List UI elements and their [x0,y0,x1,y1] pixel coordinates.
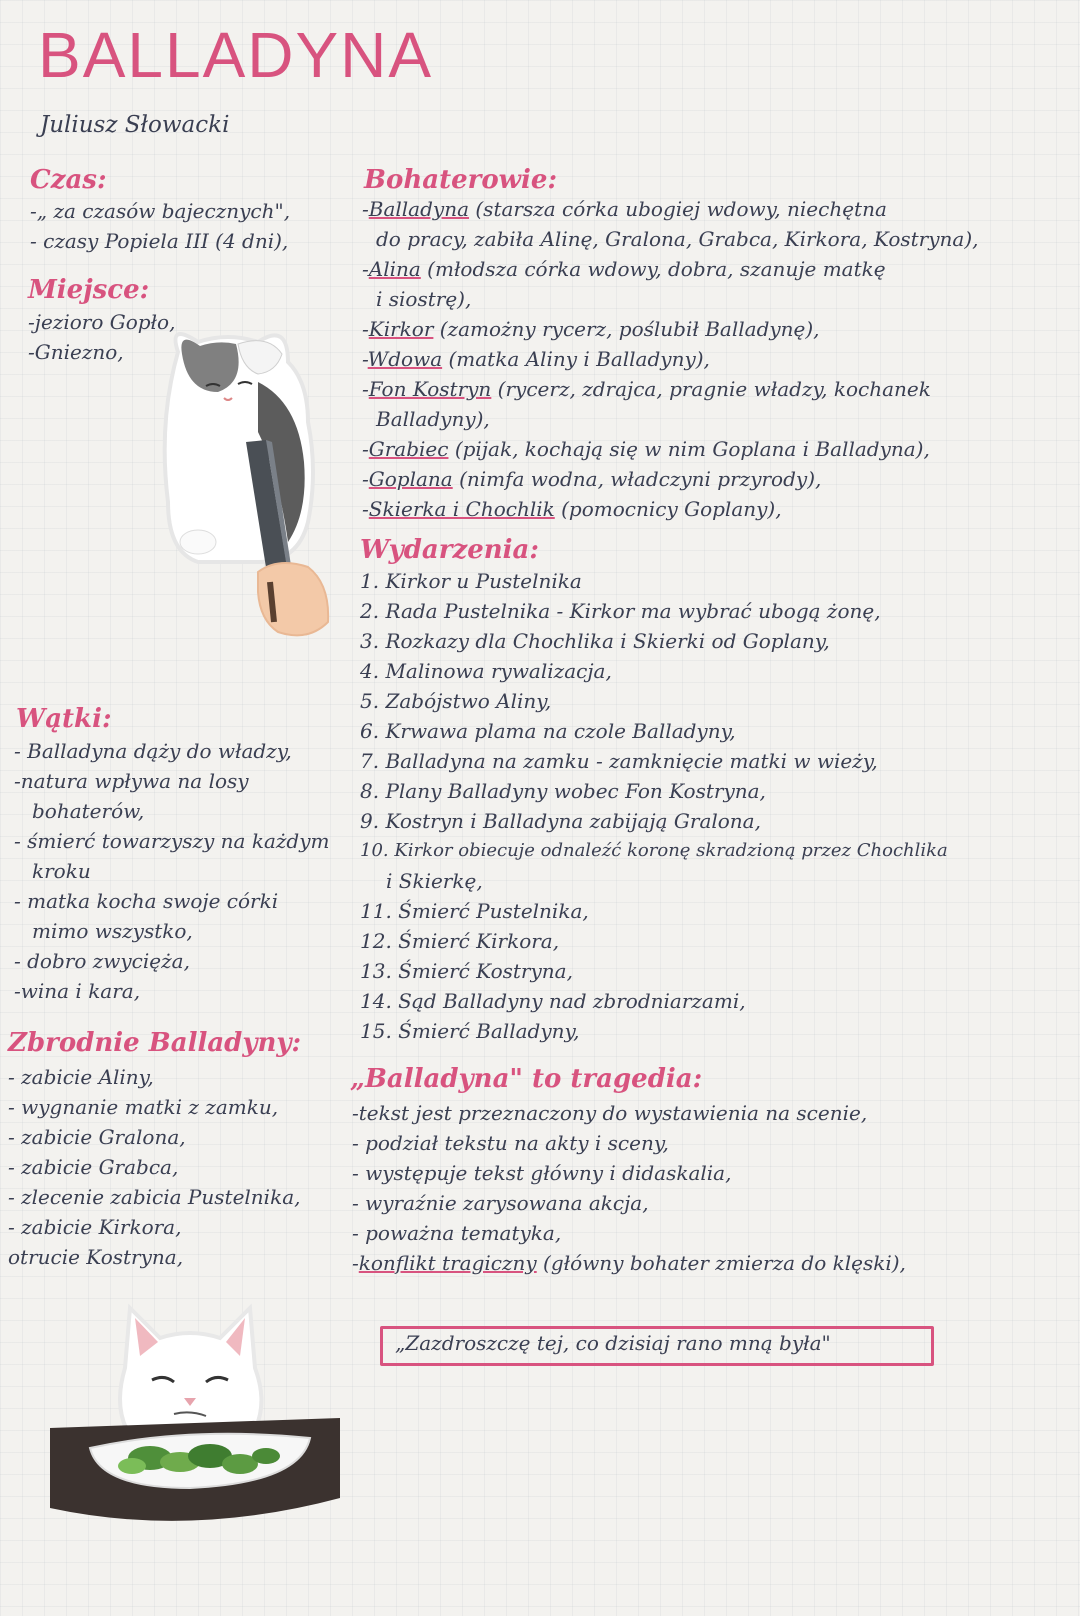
list-item: otrucie Kostryna, [8,1245,184,1269]
list-item: -Balladyna (starsza córka ubogiej wdowy, niechętna [362,197,887,221]
list-item: do pracy, zabiła Alinę, Gralona, Grabca, Kirkora, Kostryna), [376,227,979,251]
czas-heading: Czas: [30,165,107,195]
list-item: 15. Śmierć Balladyny, [360,1019,580,1043]
list-item: 8. Plany Balladyny wobec Fon Kostryna, [360,779,766,803]
quote-box [380,1326,934,1366]
list-item: -jezioro Gopło, [28,310,176,334]
list-item: 12. Śmierć Kirkora, [360,929,560,953]
list-item: 14. Sąd Balladyny nad zbrodniarzami, [360,989,746,1013]
list-item: i siostrę), [376,287,472,311]
list-item: - podział tekstu na akty i sceny, [352,1131,669,1155]
character-name: Goplana [368,467,453,491]
list-item: -Wdowa (matka Aliny i Balladyny), [362,347,710,371]
list-item: kroku [32,859,91,883]
list-item: bohaterów, [32,799,145,823]
tragedia-heading: „Balladyna" to tragedia: [350,1064,703,1094]
list-item: 2. Rada Pustelnika - Kirkor ma wybrać ubogą żonę, [360,599,881,623]
list-item: 1. Kirkor u Pustelnika [360,569,582,593]
list-item: 6. Krwawa plama na czole Balladyny, [360,719,736,743]
list-item: - poważna tematyka, [352,1221,562,1245]
character-name: Fon Kostryn [368,377,492,401]
author: Juliusz Słowacki [40,112,230,138]
page-title: BALLADYNA [38,19,434,91]
character-name: Balladyna [368,197,470,221]
list-item: 11. Śmierć Pustelnika, [360,899,589,923]
list-item: mimo wszystko, [32,919,193,943]
list-item: 13. Śmierć Kostryna, [360,959,573,983]
term-highlight: konflikt tragiczny [358,1251,537,1275]
miejsce-list [28,307,175,367]
list-item: i Skierkę, [386,869,483,893]
list-item: - zabicie Aliny, [8,1065,154,1089]
list-item: - czasy Popiela III (4 dni), [30,229,289,253]
cat-with-knife-sticker [158,322,338,662]
watki-list [14,736,329,1006]
list-item: -tekst jest przeznaczony do wystawienia na scenie, [352,1101,868,1125]
list-item: 10. Kirkor obiecuje odnaleźć koronę skradzioną przez Chochlika [360,840,948,861]
wydarzenia-list [360,566,948,1046]
wydarzenia-heading: Wydarzenia: [360,535,539,565]
character-name: Grabiec [368,437,449,461]
list-item: -natura wpływa na losy [14,769,249,793]
list-item: -Skierka i Chochlik (pomocnicy Goplany), [362,497,782,521]
list-item: - zabicie Grabca, [8,1155,179,1179]
list-item: -Alina (młodsza córka wdowy, dobra, szanuje matkę [362,257,886,281]
list-item: -konflikt tragiczny (główny bohater zmierza do klęski), [352,1251,906,1275]
character-name: Kirkor [368,317,434,341]
list-item: -Goplana (nimfa wodna, władczyni przyrody), [362,467,822,491]
zbrodnie-heading: Zbrodnie Balladyny: [8,1028,302,1058]
list-item: -„ za czasów bajecznych", [30,199,291,223]
character-name: Alina [368,257,421,281]
character-name: Skierka i Chochlik [368,497,555,521]
list-item: - Balladyna dąży do władzy, [14,739,292,763]
list-item: - występuje tekst główny i didaskalia, [352,1161,732,1185]
quote-text: „Zazdroszczę tej, co dzisiaj rano mną była" [395,1331,831,1355]
list-item: - wyraźnie zarysowana akcja, [352,1191,649,1215]
list-item: 5. Zabójstwo Aliny, [360,689,552,713]
watki-heading: Wątki: [16,704,112,734]
list-item: 9. Kostryn i Balladyna zabijają Gralona, [360,809,761,833]
tragedia-list [352,1098,906,1278]
list-item: -Kirkor (zamożny rycerz, poślubił Balladynę), [362,317,820,341]
czas-list [30,196,290,256]
list-item: Balladyny), [376,407,490,431]
list-item: - wygnanie matki z zamku, [8,1095,279,1119]
list-item: -Grabiec (pijak, kochają się w nim Goplana i Balladyna), [362,437,930,461]
list-item: 4. Malinowa rywalizacja, [360,659,612,683]
list-item: 7. Balladyna na zamku - zamknięcie matki w wieży, [360,749,878,773]
list-item: - śmierć towarzyszy na każdym [14,829,330,853]
bohaterowie-list [362,194,979,524]
list-item: - zabicie Kirkora, [8,1215,182,1239]
character-name: Wdowa [367,347,443,371]
miejsce-heading: Miejsce: [28,275,150,305]
list-item: -Fon Kostryn (rycerz, zdrajca, pragnie władzy, kochanek [362,377,931,401]
list-item: - zabicie Gralona, [8,1125,186,1149]
list-item: -Gniezno, [28,340,124,364]
list-item: - matka kocha swoje córki [14,889,279,913]
list-item: - zlecenie zabicia Pustelnika, [8,1185,301,1209]
cat-with-salad-sticker [40,1298,350,1548]
list-item: 3. Rozkazy dla Chochlika i Skierki od Goplany, [360,629,830,653]
zbrodnie-list [8,1062,300,1272]
list-item: - dobro zwycięża, [14,949,190,973]
bohaterowie-heading: Bohaterowie: [364,165,558,195]
list-item: -wina i kara, [14,979,141,1003]
